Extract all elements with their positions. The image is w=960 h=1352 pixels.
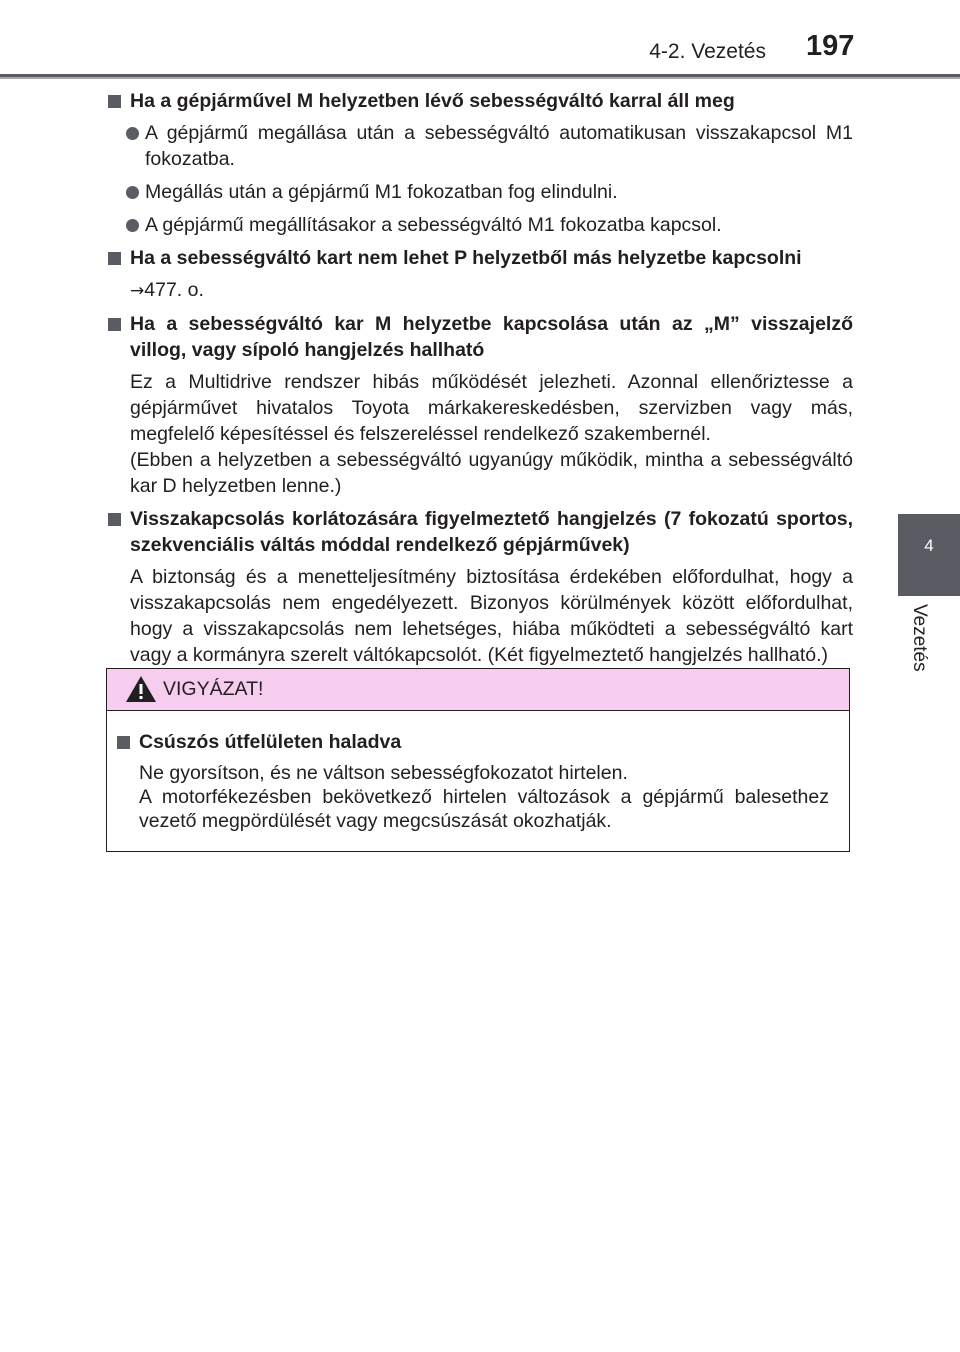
round-bullet-icon [126, 127, 139, 140]
section-heading [108, 506, 853, 558]
round-bullet-icon [126, 186, 139, 199]
list-item-text: Megállás után a gépjármű M1 fokozatban fog elindulni. [145, 181, 618, 203]
paragraph: A biztonság és a menetteljesítmény biztosítása érdekében előfordulhat, hogy a visszakapcsolás nem engedélyezett. Bizonyos körülmények között előfordulhat, hogy a visszakapcsolás nem lehetséges, hiába működteti a sebességváltó kart vagy a kormányra szerelt váltókapcsolót. (Két figyelmeztető hangjelzés hallható.) [130, 566, 853, 666]
section-heading-text: Visszakapcsolás korlátozására figyelmeztető hangjelzés (7 fokozatú sportos, szekvenciális váltás móddal rendelkező gépjárművek) [130, 508, 853, 556]
square-bullet-icon [108, 318, 121, 331]
list-item-text: A gépjármű megállításakor a sebességváltó M1 fokozatba kapcsol. [145, 214, 722, 236]
page-reference-text: 477. o. [144, 279, 204, 301]
section-heading [108, 88, 853, 114]
section-heading-text: Ha a sebességváltó kart nem lehet P helyzetből más helyzetbe kapcsolni [130, 247, 802, 269]
chapter-number: 4 [924, 536, 934, 555]
header-divider-light [0, 77, 960, 79]
caution-line: A motorfékezésben bekövetkező hirtelen változások a gépjármű balesethez vezető megpördülését vagy megcsúszását okozhatják. [139, 786, 829, 832]
page-content [108, 88, 853, 675]
list-item-text: A gépjármű megállása után a sebességváltó automatikusan visszakapcsol M1 fokozatba. [145, 122, 853, 170]
warning-triangle-icon [125, 675, 157, 708]
section-heading [108, 311, 853, 363]
list-item [108, 120, 853, 172]
paragraph: Ez a Multidrive rendszer hibás működését jelezheti. Azonnal ellenőriztesse a gépjárművet hivatalos Toyota márkakereskedésben, szervizben vagy más, megfelelő képesítéssel és felszereléssel rendelkező szakembernél. [130, 371, 853, 445]
caution-line: Ne gyorsítson, és ne váltson sebességfokozatot hirtelen. [139, 762, 628, 784]
section-heading [108, 245, 853, 271]
section-title: 4-2. Vezetés [649, 40, 766, 63]
caution-body [107, 711, 849, 833]
square-bullet-icon [108, 95, 121, 108]
arrow-right-icon: → [130, 281, 145, 301]
section-heading-text: Ha a gépjárművel M helyzetben lévő sebességváltó karral áll meg [130, 90, 735, 112]
section-heading-text: Ha a sebességváltó kar M helyzetbe kapcsolása után az „M” visszajelző villog, vagy sípoló hangjelzés hallható [130, 313, 853, 361]
page-number: 197 [806, 30, 855, 62]
paragraph-note: (Ebben a helyzetben a sebességváltó ugyanúgy működik, mintha a sebességváltó kar D helyzetben lenne.) [130, 449, 853, 497]
caution-box [106, 668, 850, 852]
caution-heading-text: Csúszós útfelületen haladva [139, 731, 402, 753]
square-bullet-icon [108, 513, 121, 526]
caution-heading [117, 729, 829, 755]
list-item [108, 179, 853, 205]
square-bullet-icon [117, 736, 130, 749]
chapter-tab[interactable] [898, 514, 960, 596]
page-reference[interactable] [108, 277, 853, 304]
round-bullet-icon [126, 219, 139, 232]
list-item [108, 212, 853, 238]
caution-header [107, 669, 849, 711]
chapter-label: Vezetés [909, 604, 930, 672]
square-bullet-icon [108, 252, 121, 265]
caution-title: VIGYÁZAT! [163, 678, 264, 700]
